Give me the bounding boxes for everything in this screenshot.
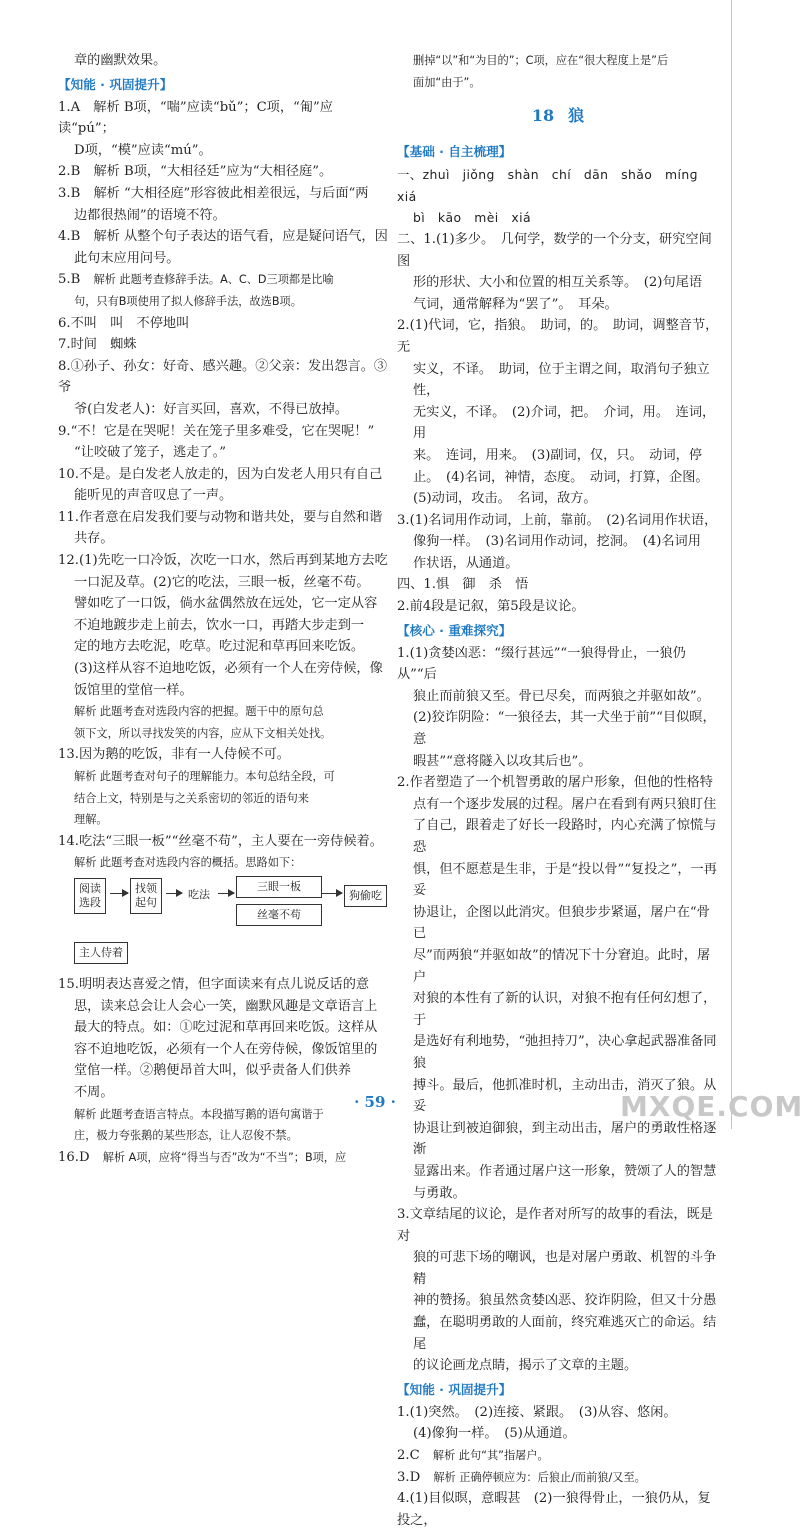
analysis-text: 删掉“以”和“为目的”；C项，应在“很大程度上是”后	[413, 54, 669, 67]
text-line: 蠢，在聪明勇敢的人面前，终究难逃灭亡的命运。结尾	[413, 1315, 717, 1352]
analysis-text: 结合上文，特别是与之关系密切的邻近的语句来	[74, 791, 309, 805]
section-heading: 【核心 · 重难探究】	[397, 622, 512, 638]
analysis-text: 解析 正确停顿应为：后狼止/而前狼/又至。	[433, 1470, 646, 1484]
text-line: 譬如吃了一口饭，倘水盆偶然放在远处，它一定从容	[74, 596, 378, 612]
section-heading: 【知能 · 巩固提升】	[58, 76, 173, 92]
text-line: “让咬破了笼子，逃走了。”	[74, 445, 226, 461]
analysis-text: 解析 A项，应将“得当与否”改为“不当”；B项，应	[102, 1150, 347, 1164]
flow-box-owner-attends: 主人侍着	[74, 942, 128, 964]
answer-number: 1.A	[58, 99, 81, 115]
answer-number: 4.B	[58, 229, 81, 245]
text-line: 形的形状、大小和位置的相互关系等。 (2)句尾语	[413, 275, 703, 291]
text-line: 是选好有利地势，“弛担持刀”，决心拿起武器准备同狼	[413, 1034, 717, 1071]
answer-1	[58, 97, 388, 140]
text-line: 作状语，从通道。	[413, 555, 519, 571]
text-line: 狼的可悲下场的嘲讽，也是对屠户勇敢、机智的斗争精	[413, 1250, 717, 1287]
answer-number: 2.C	[397, 1448, 420, 1464]
analysis-text: 解析 从整个句子表达的语气看，应是疑问语气，因	[93, 229, 388, 245]
text-line: 不周。	[74, 1084, 114, 1100]
analysis-text: 解析 此题考查对选段内容的概括。思路如下：	[74, 856, 302, 870]
flow-box-read-passage: 阅读 选段	[74, 878, 106, 914]
text-line: 协退让，企图以此消灾。但狼步步紧逼，屠户在“骨已	[413, 904, 710, 942]
text-line: 实义，不译。 助词，位于主谓之间，取消句子独立性，	[413, 361, 710, 399]
flow-box-eating-method: 吃法	[184, 885, 214, 905]
section-heading: 【知能 · 巩固提升】	[397, 1381, 512, 1397]
analysis-text: 庄，极力夸张鹅的某些形态，让人忍俊不禁。	[74, 1129, 298, 1143]
answer-3	[58, 183, 388, 205]
answer-number: 2.B	[58, 164, 81, 180]
lesson-number: 18	[531, 106, 555, 126]
answer-number: 5.B	[58, 272, 81, 288]
text-line: 来。 连词，用来。 (3)副词，仅，只。 动词，停	[413, 447, 703, 463]
text-line: 1.(1)贪婪凶恶：“缀行甚远”“一狼得骨止，一狼仍从”“后	[397, 645, 686, 683]
text-line: 四、1.惧 御 杀 悟	[397, 577, 529, 593]
flow-box-three-eyes: 三眼一板	[236, 876, 322, 898]
analysis-text: 解析 此题考查修辞手法。A、C、D三项都是比喻	[93, 273, 334, 287]
answer-9: 9.“不！它是在哭呢！关在笼子里多难受，它在哭呢！”	[58, 423, 375, 439]
text-line: 容不迫地吃饭，必须有一个人在旁侍候，像饭馆里的	[74, 1041, 378, 1057]
text-line: 无实义，不译。 (2)介词，把。 介词，用。 连词，用	[413, 404, 716, 442]
text-line: 神的赞扬。狼虽然贪婪凶恶、狡诈阴险，但又十分愚	[413, 1293, 717, 1309]
thinking-flowchart	[58, 876, 388, 970]
answer-11: 11.作者意在启发我们要与动物和谐共处，要与自然和谐	[58, 509, 383, 525]
text-line: 显露出来。作者通过屠户这一形象，赞颂了人的智慧	[413, 1163, 717, 1179]
analysis-text: 解析 B项，“大相径廷”应为“大相径庭”。	[93, 164, 333, 180]
answer-15: 15.明明表达喜爱之情，但字面读来有点儿说反话的意	[58, 976, 370, 992]
answer-16	[58, 1147, 388, 1169]
text-line: (4)像狗一样。 (5)从通道。	[413, 1426, 576, 1442]
analysis-text: 解析 “大相径庭”形容彼此相差很远，与后面“两	[93, 185, 369, 201]
text-line: 此句末应用问号。	[74, 250, 180, 266]
right-column	[397, 50, 719, 1531]
text-line: 气词，通常解释为“罢了”。 耳朵。	[413, 296, 618, 312]
text-line: 爷(白发老人)：好言买回，喜欢，不得已放掉。	[74, 401, 349, 417]
lesson-name: 狼	[568, 106, 585, 126]
text-line: 3.(1)名词用作动词，上前，靠前。 (2)名词用作状语，	[397, 512, 718, 528]
pinyin-line: bì kāo mèi xiá	[413, 210, 531, 226]
flow-arrow	[218, 893, 234, 894]
text-line: 共存。	[74, 531, 114, 547]
text-line: 点有一个逐步发展的过程。屠户在看到有两只狼盯住	[413, 796, 717, 812]
text-line: 2.前4段是记叙，第5段是议论。	[397, 599, 585, 615]
text-line: 协退让到被迫御狼，到主动出击，屠户的勇敢性格逐渐	[413, 1120, 717, 1158]
analysis-text: 解析 此题考查对选段内容的把握。题干中的原句总	[74, 705, 324, 719]
text-line: 饭馆里的堂倌一样。	[74, 682, 193, 698]
answer-5	[58, 269, 388, 291]
text-line: 狼止而前狼又至。骨已尽矣，而两狼之并驱如故”。	[413, 688, 710, 704]
flow-box-meticulous: 丝毫不苟	[236, 904, 322, 926]
answer-2	[397, 1445, 719, 1467]
answer-14: 14.吃法“三眼一板”“丝毫不苟”，主人要在一旁侍候着。	[58, 833, 383, 849]
text-line: 惧，但不愿惹是生非，于是“投以骨”“复投之”，一再妥	[413, 861, 717, 899]
text-line: (3)这样从容不迫地吃饭，必须有一个人在旁侍候，像	[74, 661, 383, 677]
text-line: 尽”而两狼“并驱如故”的情况下十分窘迫。此时，屠户	[413, 947, 711, 985]
text-line: 思，读来总会让人会心一笑，幽默风趣是文章语言上	[74, 998, 378, 1014]
analysis-text: 解析 此句“其”指屠户。	[432, 1449, 549, 1463]
analysis-text: 理解。	[74, 813, 108, 827]
text-line: 定的地方去吃泥，吃草。吃过泥和草再回来吃饭。	[74, 639, 365, 655]
answer-3	[397, 1467, 719, 1489]
answer-8: 8.①孙子、孙女：好奇、感兴趣。②父亲：发出怨言。③爷	[58, 358, 388, 396]
text-line: 章的幽默效果。	[74, 53, 167, 68]
text-line: D项，“模”应读“mú”。	[74, 142, 212, 158]
text-line: 能听见的声音叹息了一声。	[74, 488, 233, 504]
answer-10: 10.不是。是白发老人放走的，因为白发老人用只有自己	[58, 466, 383, 482]
text-line: 搏斗。最后，他抓准时机，主动出击，消灭了狼。从妥	[413, 1077, 717, 1115]
text-line: 暇甚”“意将隧入以攻其后也”。	[413, 753, 592, 769]
analysis-text: 解析 此题考查对句子的理解能力。本句总结全段，可	[74, 770, 335, 783]
answer-4: 4.(1)目似暝，意暇甚 (2)一狼得骨止，一狼仍从，复投之，	[397, 1491, 711, 1528]
watermark-logo: MXQE.COM	[620, 1090, 803, 1123]
text-line: 2.作者塑造了一个机智勇敢的屠户形象，但他的性格特	[397, 775, 713, 791]
text-line: 不迫地踱步走上前去，饮水一口，再踏大步走到一	[74, 617, 365, 633]
answer-7: 7.时间 蜘蛛	[58, 337, 137, 353]
flow-box-find-lead: 找领 起句	[130, 878, 162, 914]
answer-2	[58, 161, 388, 183]
text-line: 的议论画龙点睛，揭示了文章的主题。	[413, 1358, 638, 1374]
text-line: 止。 (4)名词，神情，态度。 动词，打算，企图。	[413, 469, 709, 485]
answer-4	[58, 226, 388, 248]
section-heading: 【基础 · 自主梳理】	[397, 144, 512, 160]
analysis-text: 解析 B项，“喘”应读“bǔ”；C项，“匍”应读“pú”；	[58, 99, 333, 137]
text-line: 二、1.(1)多少。 几何学，数学的一个分支，研究空间图	[397, 231, 712, 269]
flow-arrow	[322, 893, 342, 894]
left-column	[58, 50, 388, 1168]
analysis-text: 解析 此题考查语言特点。本段描写鹅的语句寓谐于	[74, 1107, 324, 1121]
text-line: (2)狡诈阴险：“一狼径去，其一犬坐于前”“目似暝，意	[413, 710, 716, 748]
analysis-text: 领下文，所以寻找发笑的内容，应从下文相关处找。	[74, 726, 332, 740]
text-line: 了自己，跟着走了好长一段路时，内心充满了惊慌与恐	[413, 818, 717, 855]
text-line: 堂倌一样。②鹅便昂首大叫，似乎责备人们供养	[74, 1063, 351, 1079]
text-line: 对狼的本性有了新的认识，对狼不抱有任何幻想了，于	[413, 991, 717, 1028]
text-line: 2.(1)代词，它，指狼。 助词，的。 助词，调整音节，无	[397, 318, 719, 355]
text-line: 句，只有B项使用了拟人修辞手法，故选B项。	[74, 294, 302, 308]
answer-number: 3.B	[58, 185, 81, 201]
text-line: 最大的特点。如：①吃过泥和草再回来吃饭。这样从	[74, 1020, 378, 1036]
flow-box-dog-steals: 狗偷吃	[344, 885, 387, 907]
answer-number: 3.D	[397, 1469, 421, 1485]
text-line: 1.(1)突然。 (2)连接、紧跟。 (3)从容、悠闲。	[397, 1404, 677, 1420]
answer-6: 6.不叫 叫 不停地叫	[58, 315, 190, 331]
text-line: (5)动词，攻击。 名词，敌方。	[413, 491, 597, 507]
text-line: 3.文章结尾的议论，是作者对所写的故事的看法，既是对	[397, 1207, 713, 1244]
page-number: · 59 ·	[354, 1093, 396, 1111]
text-line: 边都很热闹”的语境不符。	[74, 207, 226, 223]
flow-arrow	[166, 893, 182, 894]
lesson-title	[397, 99, 719, 133]
text-line: 与勇敢。	[413, 1185, 466, 1201]
answer-number: 16.D	[58, 1149, 90, 1165]
page-edge-line	[731, 0, 732, 1129]
answer-12: 12.(1)先吃一口冷饭，次吃一口水，然后再到某地方去吃	[58, 553, 388, 569]
pinyin-line: 一、zhuì jiǒng shàn chí dān shǎo mínɡ xiá	[397, 167, 711, 204]
text-line: 一口泥及草。(2)它的吃法，三眼一板，丝毫不苟。	[74, 574, 370, 590]
answer-13: 13.因为鹅的吃饭，非有一人侍候不可。	[58, 747, 290, 763]
text-line: 像狗一样。 (3)名词用作动词，挖洞。 (4)名词用	[413, 534, 701, 550]
analysis-text: 面加“由于”。	[413, 75, 481, 89]
flow-arrow	[110, 893, 128, 894]
